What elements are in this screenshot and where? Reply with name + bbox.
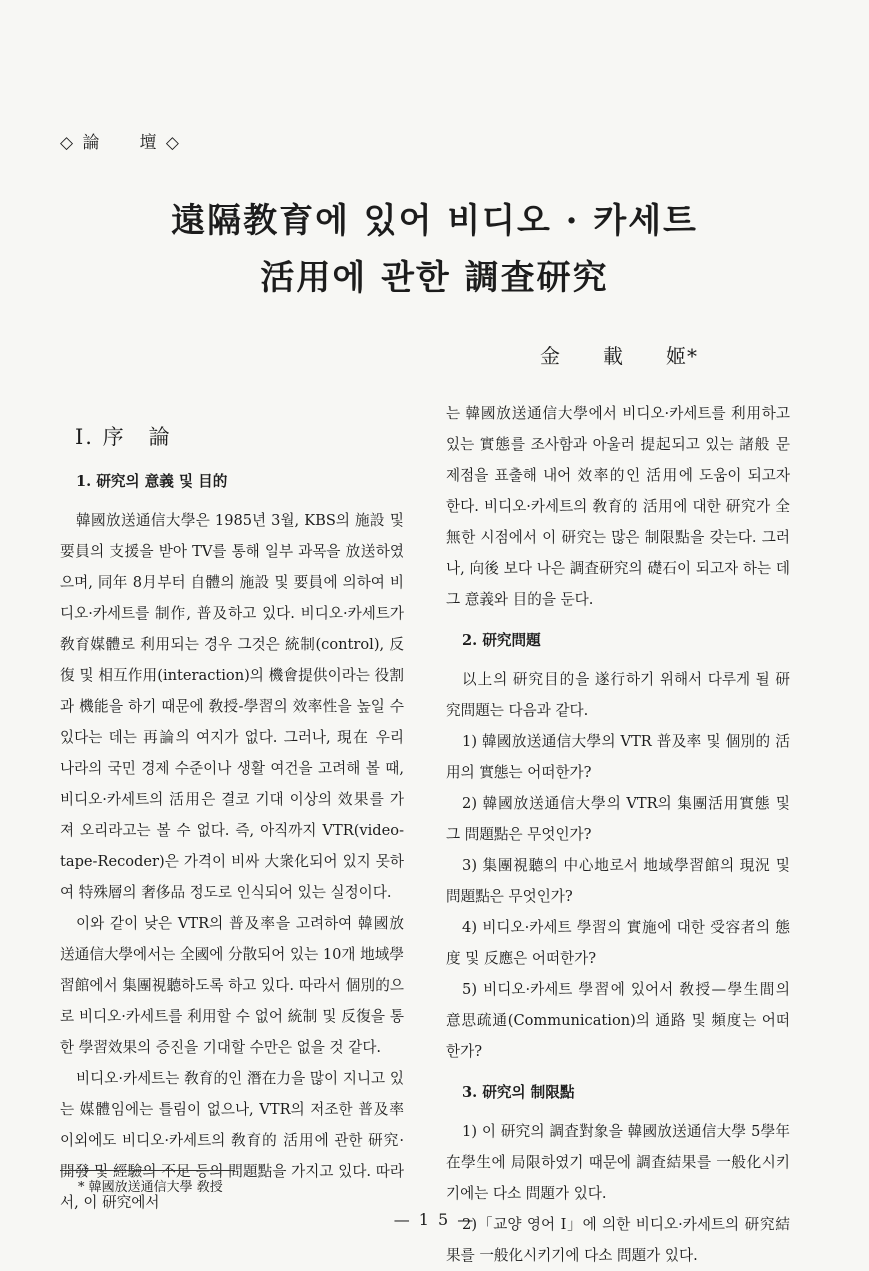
right-column bbox=[446, 398, 790, 1271]
paragraph: 韓國放送通信大學은 1985년 3월, KBS의 施設 및 要員의 支援을 받아 TV를 통해 일부 과목을 放送하였으며, 同年 8月부터 自體의 施設 및 要員에 의하여 비디오·카세트를 制作, 普及하고 있다. 비디오·카세트가 敎育媒體로 利用되는 경우 그것은 統制(control), 反復 및 相互作用(interaction)의 機會提供이라는 役割과 機能을 하기 때문에 敎授-學習의 效率性을 높일 수 있다는 데는 再論의 여지가 없다. 그러나, 現在 우리 나라의 국민 경제 수준이나 생활 여건을 고려해 볼 때, 비디오·카세트의 活用은 결코 기대 이상의 效果를 가져 오리라고는 볼 수 없다. 즉, 아직까지 VTR(video-tape-Recoder)은 가격이 비싸 大衆化되어 있지 못하여 特殊層의 奢侈品 정도로 인식되어 있는 실정이다. bbox=[60, 512, 404, 901]
list-item: 3) 集團視聽의 中心地로서 地域學習館의 現況 및 問題點은 무엇인가? bbox=[446, 857, 790, 905]
list-item: 2) 韓國放送通信大學의 VTR의 集團活用實態 및 그 問題點은 무엇인가? bbox=[446, 795, 790, 843]
footnote-divider bbox=[60, 1170, 235, 1171]
section-tag: ◇ 論 壇 ◇ bbox=[60, 133, 181, 153]
author-name: 金 載 姬* bbox=[540, 344, 698, 368]
list-item: 5) 비디오·카세트 學習에 있어서 敎授—學生間의 意思疏通(Communication)의 通路 및 頻度는 어떠한가? bbox=[446, 981, 790, 1060]
page-number: — 1 5 — bbox=[393, 1210, 476, 1229]
chapter-title: Ⅰ. 序 論 bbox=[75, 425, 172, 449]
paragraph: 는 韓國放送通信大學에서 비디오·카세트를 利用하고 있는 實態를 조사함과 아울러 提起되고 있는 諸般 문제점을 표출해 내어 效率的인 活用에 도움이 되고자 한다. 비디오·카세트의 敎育的 活用에 대한 研究가 全無한 시점에서 이 研究는 많은 制限點을 갖는다. 그러나, 向後 보다 나은 調査研究의 礎石이 되고자 하는 데 그 意義와 目的을 둔다. bbox=[446, 405, 790, 608]
section-heading-purpose: 1. 研究의 意義 및 目的 bbox=[76, 473, 228, 490]
section-heading-questions: 2. 研究問題 bbox=[462, 632, 541, 649]
paragraph: 以上의 研究目的을 遂行하기 위해서 다루게 될 研究問題는 다음과 같다. bbox=[446, 671, 790, 719]
article-title-line-1: 遠隔教育에 있어 비디오 · 카세트 bbox=[171, 201, 698, 241]
paragraph: 비디오·카세트는 敎育的인 潛在力을 많이 지니고 있는 媒體임에는 틀림이 없으나, VTR의 저조한 普及率 이외에도 비디오·카세트의 敎育的 活用에 관한 研究·開發 및 經驗의 不足 등의 問題點을 가지고 있다. 따라서, 이 研究에서 bbox=[60, 1070, 404, 1211]
footnote: * 韓國放送通信大學 敎授 bbox=[78, 1180, 223, 1195]
section-heading-limitations: 3. 研究의 制限點 bbox=[462, 1084, 575, 1101]
list-item: 2)「교양 영어 Ⅰ」에 의한 비디오·카세트의 研究結果를 一般化시키기에 다소 問題가 있다. bbox=[446, 1216, 790, 1264]
list-item: 1) 韓國放送通信大學의 VTR 普及率 및 個別的 活用의 實態는 어떠한가? bbox=[446, 733, 790, 781]
list-item: 1) 이 研究의 調査對象을 韓國放送通信大學 5學年 在學生에 局限하였기 때문에 調査結果를 一般化시키기에는 다소 問題가 있다. bbox=[446, 1123, 790, 1202]
list-item: 4) 비디오·카세트 學習의 實施에 대한 受容者의 態度 및 反應은 어떠한가? bbox=[446, 919, 790, 967]
paragraph: 이와 같이 낮은 VTR의 普及率을 고려하여 韓國放送通信大學에서는 全國에 分散되어 있는 10개 地域學習館에서 集團視聽하도록 하고 있다. 따라서 個別的으로 비디오·카세트를 利用할 수 없어 統制 및 反復을 통한 學習效果의 증진을 기대할 수만은 없을 것 같다. bbox=[60, 915, 404, 1056]
left-column bbox=[60, 398, 404, 1218]
article-title-line-2: 活用에 관한 調査研究 bbox=[260, 258, 609, 298]
